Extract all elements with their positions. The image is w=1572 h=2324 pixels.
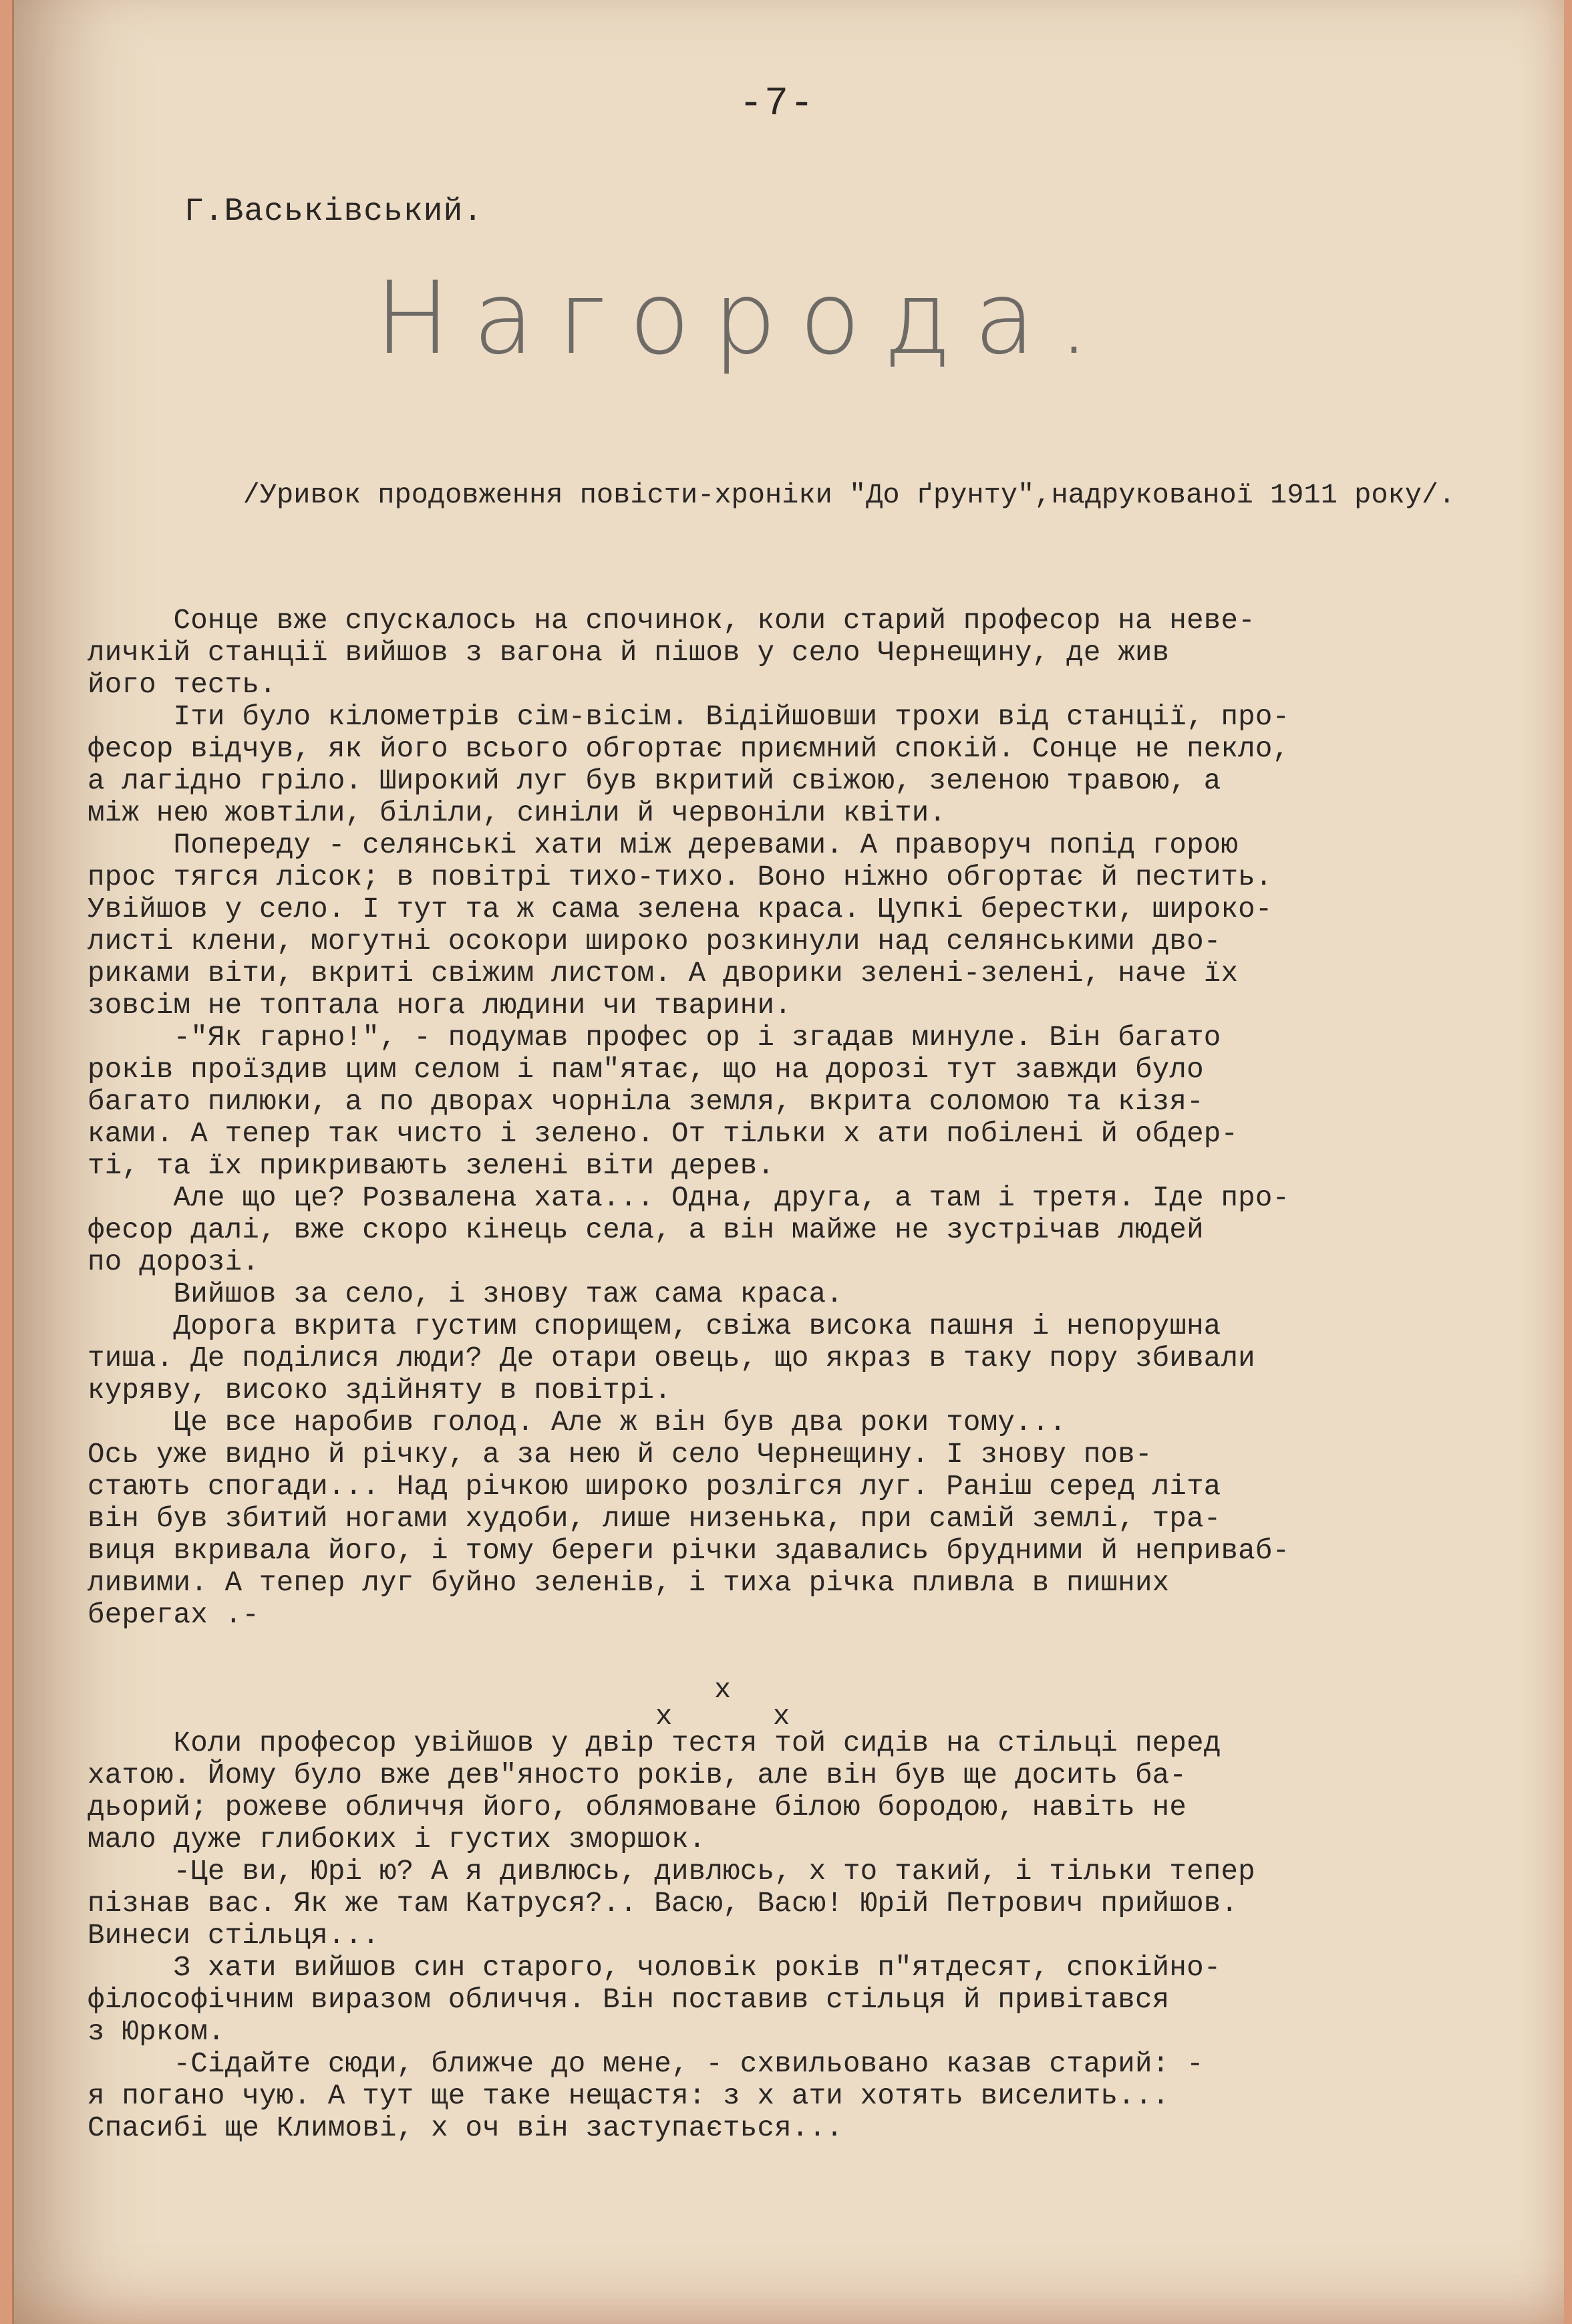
- text-line: дьорий; рожеве обличчя його, облямоване білою бородою, навіть не: [88, 1791, 1187, 1824]
- author-name: Г.Васьківський.: [184, 194, 484, 230]
- text-line: ті, та їх прикривають зелені віти дерев.: [88, 1150, 775, 1182]
- text-line: Винеси стільця...: [88, 1920, 379, 1952]
- story-subtitle: /Уривок продовження повісти-хроніки "До ґрунту",надрукованої 1911 року/.: [243, 479, 1456, 511]
- text-line: між нею жовтіли, біліли, синіли й червоніли квіти.: [88, 797, 947, 829]
- text-line: хатою. Йому було вже дев"яносто років, але він був ще досить ба-: [88, 1759, 1187, 1791]
- text-line: з Юрком.: [88, 2016, 225, 2048]
- separator-mark: x: [655, 1701, 673, 1733]
- text-line: берегах .-: [88, 1599, 260, 1631]
- text-line: філософічним виразом обличчя. Він поставив стільця й привітався: [88, 1984, 1170, 2016]
- text-line: він був збитий ногами худоби, лише низенька, при самій землі, тра-: [88, 1503, 1221, 1535]
- text-line: ливими. А тепер луг буйно зеленів, і тиха річка пливла в пишних: [88, 1567, 1170, 1599]
- text-line: риками віти, вкриті свіжим листом. А дворики зелені-зелені, наче їх: [88, 958, 1239, 990]
- text-line: я погано чую. А тут ще таке нещастя: з х ати хотять виселить...: [88, 2080, 1170, 2112]
- text-line: Дорога вкрита густим спорищем, свіжа висока пашня і непорушна: [88, 1310, 1221, 1342]
- text-line: по дорозі.: [88, 1246, 260, 1278]
- separator-mark: x: [714, 1674, 732, 1706]
- text-line: листі клени, могутні осокори широко розкинули над селянськими дво-: [88, 925, 1221, 958]
- story-title: Нагорода.: [375, 261, 1113, 377]
- text-line: років проїздив цим селом і пам"ятає, що на дорозі тут завжди було: [88, 1054, 1204, 1086]
- text-line: виця вкривала його, і тому береги річки здавались брудними й неприваб-: [88, 1535, 1290, 1567]
- text-line: Увійшов у село. І тут та ж сама зелена краса. Цупкі берестки, широко-: [88, 893, 1273, 925]
- text-line: мало дуже глибоких і густих зморшок.: [88, 1824, 706, 1856]
- text-line: багато пилюки, а по дворах чорніла земля, вкрита соломою та кізя-: [88, 1086, 1204, 1118]
- text-line: Вийшов за село, і знову таж сама краса.: [88, 1278, 843, 1310]
- text-line: тиша. Де поділися люди? Де отари овець, що якраз в таку пору збивали: [88, 1342, 1255, 1374]
- text-line: пізнав вас. Як же там Катруся?.. Васю, Васю! Юрій Петрович прийшов.: [88, 1888, 1239, 1920]
- body-text-part2: [88, 1727, 1524, 2144]
- text-line: личкій станції вийшов з вагона й пішов у село Чернещину, де жив: [88, 637, 1170, 669]
- document-page: [12, 0, 1564, 2324]
- page-number: -7-: [739, 82, 816, 127]
- text-line: Попереду - селянські хати між деревами. А праворуч попід горою: [88, 829, 1239, 861]
- text-line: його тесть.: [88, 669, 277, 701]
- text-line: а лагідно гріло. Широкий луг був вкритий свіжою, зеленою травою, а: [88, 765, 1221, 797]
- text-line: З хати вийшов син старого, чоловік років п"ятдесят, спокійно-: [88, 1952, 1221, 1984]
- text-line: Але що це? Розвалена хата... Одна, друга, а там і третя. Іде про-: [88, 1182, 1290, 1214]
- text-line: Спасибі ще Климові, х оч він заступається...: [88, 2112, 843, 2144]
- text-line: Сонце вже спускалось на спочинок, коли старий професор на неве-: [88, 605, 1255, 637]
- text-line: Іти було кілометрів сім-вісім. Відійшовши трохи від станції, про-: [88, 701, 1290, 733]
- text-line: куряву, високо здійняту в повітрі.: [88, 1374, 671, 1407]
- text-line: -"Як гарно!", - подумав профес ор і згадав минуле. Він багато: [88, 1022, 1221, 1054]
- text-line: Ось уже видно й річку, а за нею й село Чернещину. І знову пов-: [88, 1439, 1152, 1471]
- text-line: фесор далі, вже скоро кінець села, а він майже не зустрічав людей: [88, 1214, 1204, 1246]
- text-line: ками. А тепер так чисто і зелено. От тільки х ати побілені й обдер-: [88, 1118, 1239, 1150]
- text-line: -Це ви, Юрі ю? А я дивлюсь, дивлюсь, х то такий, і тільки тепер: [88, 1856, 1255, 1888]
- text-line: Коли професор увійшов у двір тестя той сидів на стільці перед: [88, 1727, 1221, 1759]
- text-line: прос тягся лісок; в повітрі тихо-тихо. Воно ніжно обгортає й пестить.: [88, 861, 1273, 893]
- separator-mark: x: [773, 1701, 790, 1733]
- text-line: стають спогади... Над річкою широко розлігся луг. Раніш серед літа: [88, 1471, 1221, 1503]
- text-line: зовсім не топтала нога людини чи тварини.: [88, 990, 792, 1022]
- text-line: фесор відчув, як його всього обгортає приємний спокій. Сонце не пекло,: [88, 733, 1290, 765]
- text-line: -Сідайте сюди, ближче до мене, - схвильовано казав старий: -: [88, 2048, 1204, 2080]
- body-text-part1: [88, 605, 1524, 1631]
- text-line: Це все наробив голод. Але ж він був два роки тому...: [88, 1407, 1067, 1439]
